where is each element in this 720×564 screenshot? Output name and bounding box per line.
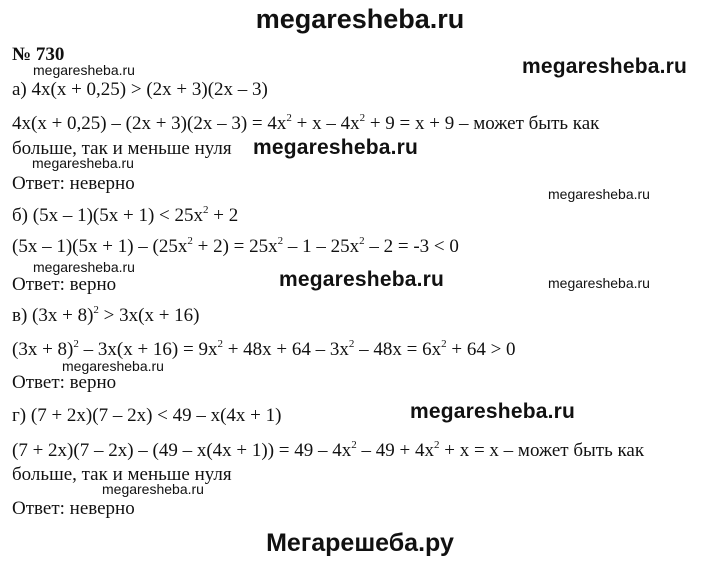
watermark-small: megaresheba.ru (548, 186, 650, 202)
site-header-title: megaresheba.ru (255, 4, 465, 34)
part-b-answer: Ответ: верно (12, 274, 117, 295)
watermark-small: megaresheba.ru (33, 259, 135, 275)
part-a-solution: $4x(x + 0,25) - (2x + 3)(2x - 3) = 4x^2 + x - 4x^2 + 9 = x + 9$ – может быть как (12, 112, 600, 134)
part-c-answer: Ответ: верно (12, 372, 117, 393)
problem-number: № 730 (12, 44, 65, 65)
part-c-statement: в) $(3x + 8)^2 > 3x(x + 16)$ (12, 304, 200, 326)
part-a-statement: а) 4x(x + 0,25) > (2x + 3)(2x – 3) (12, 79, 268, 100)
watermark-big: megaresheba.ru (253, 136, 419, 159)
watermark-small: megaresheba.ru (548, 275, 650, 291)
part-d-solution: $(7 + 2x)(7 - 2x) - (49 - x(4x + 1)) = 49 - 4x^2 - 49 + 4x^2 + x = x$ – может быть как (12, 439, 645, 461)
part-d-answer: Ответ: неверно (12, 498, 135, 519)
part-a-answer: Ответ: неверно (12, 173, 135, 194)
watermark-big: megaresheba.ru (522, 55, 688, 78)
watermark-big: megaresheba.ru (279, 268, 445, 291)
footer-brand: Мегарешеба.ру (266, 529, 454, 557)
watermark-small: megaresheba.ru (33, 62, 135, 78)
watermark-small: megaresheba.ru (32, 155, 134, 171)
part-b-solution: $(5x - 1)(5x + 1) - (25x^2 + 2) = 25x^2 - 1 - 25x^2 - 2 = -3 < 0$ (12, 235, 459, 257)
watermark-small: megaresheba.ru (102, 481, 204, 497)
part-d-statement: г) (7 + 2x)(7 – 2x) < 49 – x(4x + 1) (12, 405, 282, 426)
part-c-solution: $(3x + 8)^2 - 3x(x + 16) = 9x^2 + 48x + 64 - 3x^2 - 48x = 6x^2 + 64 > 0$ (12, 338, 516, 360)
watermark-small: megaresheba.ru (62, 358, 164, 374)
part-b-statement: б) $(5x - 1)(5x + 1) < 25x^2 + 2$ (12, 204, 239, 226)
watermark-big: megaresheba.ru (410, 400, 576, 423)
part-a-solution-continued: больше, так и меньше нуля (12, 138, 232, 159)
part-d-solution-continued: больше, так и меньше нуля (12, 464, 232, 485)
